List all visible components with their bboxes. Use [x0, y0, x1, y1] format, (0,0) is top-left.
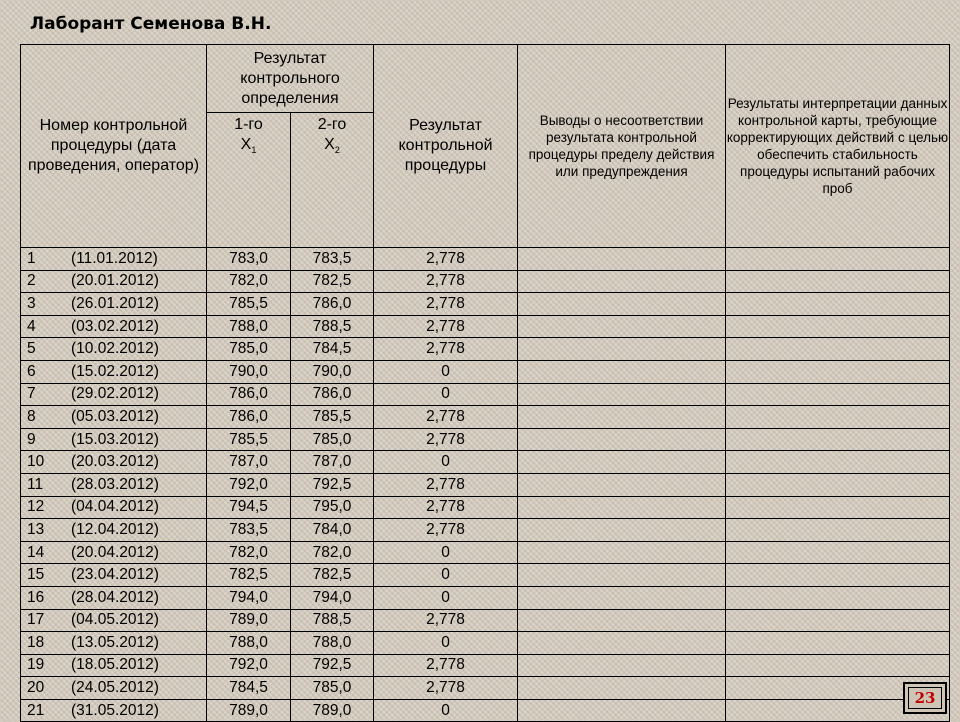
result-cell: 0	[374, 541, 518, 564]
row-date: (05.03.2012)	[71, 407, 159, 425]
table-row	[21, 315, 950, 338]
x1-cell: 792,0	[207, 654, 291, 677]
x1-cell: 789,0	[207, 699, 291, 722]
procedure-cell	[21, 315, 207, 338]
conclusions-cell	[518, 428, 726, 451]
row-date: (18.05.2012)	[71, 656, 159, 674]
conclusions-cell	[518, 406, 726, 429]
interpretation-cell	[726, 496, 950, 519]
table-row	[21, 338, 950, 361]
result-cell: 0	[374, 632, 518, 655]
table-row	[21, 496, 950, 519]
row-date: (26.01.2012)	[71, 294, 159, 312]
x1-cell: 786,0	[207, 406, 291, 429]
control-chart-table	[20, 44, 950, 722]
row-number: 9	[27, 430, 36, 448]
interpretation-cell	[726, 360, 950, 383]
x1-cell: 784,5	[207, 677, 291, 700]
result-cell: 2,778	[374, 248, 518, 271]
result-cell: 2,778	[374, 338, 518, 361]
x2-cell: 790,0	[291, 360, 374, 383]
interpretation-cell	[726, 519, 950, 542]
row-date: (29.02.2012)	[71, 385, 159, 403]
row-date: (24.05.2012)	[71, 679, 159, 697]
row-number: 21	[27, 701, 45, 719]
x1-cell: 785,0	[207, 338, 291, 361]
x2-cell: 785,0	[291, 428, 374, 451]
row-date: (04.05.2012)	[71, 611, 159, 629]
header-x2	[291, 113, 374, 248]
conclusions-cell	[518, 248, 726, 271]
conclusions-cell	[518, 496, 726, 519]
x2-cell: 788,0	[291, 632, 374, 655]
header-x2-var: X	[324, 136, 335, 153]
result-cell: 2,778	[374, 496, 518, 519]
x2-cell: 789,0	[291, 699, 374, 722]
table-row	[21, 406, 950, 429]
table-row	[21, 519, 950, 542]
table-row	[21, 632, 950, 655]
procedure-cell	[21, 677, 207, 700]
table-row	[21, 564, 950, 587]
page-title: Лаборант Семенова В.Н.	[30, 14, 272, 34]
x1-cell: 782,5	[207, 564, 291, 587]
x1-cell: 783,0	[207, 248, 291, 271]
table-row	[21, 654, 950, 677]
procedure-cell	[21, 383, 207, 406]
interpretation-cell	[726, 473, 950, 496]
header-interpretation: Результаты интерпретации данных контрольной карты, требующие корректирующих действий с целью обеспечить стабильность процедуры испытаний рабочих проб	[726, 45, 950, 248]
x1-cell: 790,0	[207, 360, 291, 383]
result-cell: 2,778	[374, 406, 518, 429]
row-number: 20	[27, 679, 45, 697]
x2-cell: 786,0	[291, 383, 374, 406]
procedure-cell	[21, 360, 207, 383]
table-row	[21, 248, 950, 271]
row-number: 16	[27, 588, 45, 606]
row-date: (15.03.2012)	[71, 430, 159, 448]
x2-cell: 792,5	[291, 473, 374, 496]
x2-cell: 782,0	[291, 541, 374, 564]
x1-cell: 786,0	[207, 383, 291, 406]
result-cell: 2,778	[374, 473, 518, 496]
result-cell: 0	[374, 383, 518, 406]
row-date: (28.04.2012)	[71, 588, 159, 606]
conclusions-cell	[518, 270, 726, 293]
table-row	[21, 541, 950, 564]
x2-cell: 784,0	[291, 519, 374, 542]
result-cell: 2,778	[374, 270, 518, 293]
row-number: 11	[27, 475, 44, 493]
conclusions-cell	[518, 383, 726, 406]
procedure-cell	[21, 451, 207, 474]
x2-cell: 785,5	[291, 406, 374, 429]
conclusions-cell	[518, 315, 726, 338]
interpretation-cell	[726, 586, 950, 609]
result-cell: 2,778	[374, 609, 518, 632]
result-cell: 0	[374, 699, 518, 722]
procedure-cell	[21, 428, 207, 451]
row-number: 4	[27, 317, 36, 335]
conclusions-cell	[518, 564, 726, 587]
row-number: 6	[27, 362, 36, 380]
header-x2-sub: 2	[334, 145, 340, 156]
interpretation-cell	[726, 293, 950, 316]
procedure-cell	[21, 586, 207, 609]
x1-cell: 792,0	[207, 473, 291, 496]
page-number-box	[903, 682, 947, 714]
table-row	[21, 270, 950, 293]
row-date: (23.04.2012)	[71, 566, 159, 584]
result-cell: 2,778	[374, 428, 518, 451]
procedure-cell	[21, 654, 207, 677]
result-cell: 0	[374, 586, 518, 609]
interpretation-cell	[726, 541, 950, 564]
header-x1	[207, 113, 291, 248]
procedure-cell	[21, 699, 207, 722]
interpretation-cell	[726, 406, 950, 429]
interpretation-cell	[726, 270, 950, 293]
header-x2-symbol	[291, 135, 373, 160]
x2-cell: 792,5	[291, 654, 374, 677]
x1-cell: 787,0	[207, 451, 291, 474]
x1-cell: 794,5	[207, 496, 291, 519]
x2-cell: 788,5	[291, 609, 374, 632]
procedure-cell	[21, 541, 207, 564]
row-number: 17	[27, 611, 45, 629]
procedure-cell	[21, 338, 207, 361]
x2-cell: 785,0	[291, 677, 374, 700]
row-number: 18	[27, 633, 45, 651]
row-number: 8	[27, 407, 36, 425]
row-number: 10	[27, 453, 45, 471]
table-row	[21, 609, 950, 632]
row-number: 7	[27, 385, 36, 403]
procedure-cell	[21, 293, 207, 316]
row-number: 2	[27, 272, 36, 290]
row-date: (31.05.2012)	[71, 701, 159, 719]
conclusions-cell	[518, 360, 726, 383]
conclusions-cell	[518, 541, 726, 564]
table-row	[21, 293, 950, 316]
row-date: (20.01.2012)	[71, 272, 159, 290]
x1-cell: 782,0	[207, 270, 291, 293]
procedure-cell	[21, 473, 207, 496]
row-number: 12	[27, 498, 45, 516]
interpretation-cell	[726, 451, 950, 474]
conclusions-cell	[518, 451, 726, 474]
x1-cell: 794,0	[207, 586, 291, 609]
row-number: 14	[27, 543, 45, 561]
procedure-cell	[21, 248, 207, 271]
row-number: 13	[27, 520, 45, 538]
row-date: (12.04.2012)	[71, 520, 159, 538]
result-cell: 0	[374, 564, 518, 587]
x2-cell: 787,0	[291, 451, 374, 474]
row-number: 3	[27, 294, 36, 312]
result-cell: 0	[374, 451, 518, 474]
interpretation-cell	[726, 428, 950, 451]
x2-cell: 783,5	[291, 248, 374, 271]
header-x1-symbol	[207, 135, 290, 160]
x1-cell: 785,5	[207, 428, 291, 451]
header-x2-label: 2-го	[317, 116, 347, 133]
result-cell: 2,778	[374, 654, 518, 677]
conclusions-cell	[518, 586, 726, 609]
interpretation-cell	[726, 564, 950, 587]
header-x1-label: 1-го	[234, 116, 263, 133]
header-procedure-result: Результат контрольной процедуры	[374, 45, 518, 248]
x1-cell: 785,5	[207, 293, 291, 316]
header-procedure: Номер контрольной процедуры (дата проведения, оператор)	[21, 45, 207, 248]
row-number: 15	[27, 566, 45, 584]
interpretation-cell	[726, 609, 950, 632]
x2-cell: 784,5	[291, 338, 374, 361]
x2-cell: 786,0	[291, 293, 374, 316]
row-date: (28.03.2012)	[71, 475, 159, 493]
conclusions-cell	[518, 654, 726, 677]
row-number: 5	[27, 340, 36, 358]
interpretation-cell	[726, 315, 950, 338]
x2-cell: 788,5	[291, 315, 374, 338]
conclusions-cell	[518, 699, 726, 722]
row-date: (10.02.2012)	[71, 340, 159, 358]
row-date: (15.02.2012)	[71, 362, 159, 380]
row-number: 1	[27, 249, 36, 267]
interpretation-cell	[726, 338, 950, 361]
header-control-result: Результат контрольного определения	[207, 45, 374, 113]
x2-cell: 782,5	[291, 564, 374, 587]
x1-cell: 789,0	[207, 609, 291, 632]
procedure-cell	[21, 632, 207, 655]
result-cell: 2,778	[374, 519, 518, 542]
procedure-cell	[21, 406, 207, 429]
result-cell: 2,778	[374, 315, 518, 338]
procedure-cell	[21, 496, 207, 519]
conclusions-cell	[518, 338, 726, 361]
table-row	[21, 383, 950, 406]
x1-cell: 788,0	[207, 632, 291, 655]
header-x1-var: X	[240, 136, 252, 153]
result-cell: 2,778	[374, 293, 518, 316]
table-row	[21, 473, 950, 496]
conclusions-cell	[518, 293, 726, 316]
header-conclusions: Выводы о несоответствии результата контрольной процедуры пределу действия или предупреждения	[518, 45, 726, 248]
interpretation-cell	[726, 632, 950, 655]
interpretation-cell	[726, 248, 950, 271]
result-cell: 2,778	[374, 677, 518, 700]
x2-cell: 795,0	[291, 496, 374, 519]
interpretation-cell	[726, 654, 950, 677]
interpretation-cell	[726, 383, 950, 406]
conclusions-cell	[518, 609, 726, 632]
conclusions-cell	[518, 473, 726, 496]
table-row	[21, 428, 950, 451]
x1-cell: 782,0	[207, 541, 291, 564]
table-row	[21, 586, 950, 609]
row-date: (20.04.2012)	[71, 543, 159, 561]
row-date: (20.03.2012)	[71, 453, 159, 471]
row-date: (04.04.2012)	[71, 498, 159, 516]
row-number: 19	[27, 656, 45, 674]
conclusions-cell	[518, 632, 726, 655]
table-row	[21, 451, 950, 474]
conclusions-cell	[518, 519, 726, 542]
row-date: (13.05.2012)	[71, 633, 159, 651]
row-date: (03.02.2012)	[71, 317, 159, 335]
x1-cell: 788,0	[207, 315, 291, 338]
header-x1-sub: 1	[251, 145, 257, 156]
result-cell: 0	[374, 360, 518, 383]
procedure-cell	[21, 564, 207, 587]
row-date: (11.01.2012)	[71, 249, 158, 267]
table-row	[21, 360, 950, 383]
page-number: 23	[908, 687, 942, 709]
conclusions-cell	[518, 677, 726, 700]
table-row	[21, 699, 950, 722]
x2-cell: 794,0	[291, 586, 374, 609]
x1-cell: 783,5	[207, 519, 291, 542]
procedure-cell	[21, 270, 207, 293]
table-row	[21, 677, 950, 700]
procedure-cell	[21, 519, 207, 542]
x2-cell: 782,5	[291, 270, 374, 293]
procedure-cell	[21, 609, 207, 632]
